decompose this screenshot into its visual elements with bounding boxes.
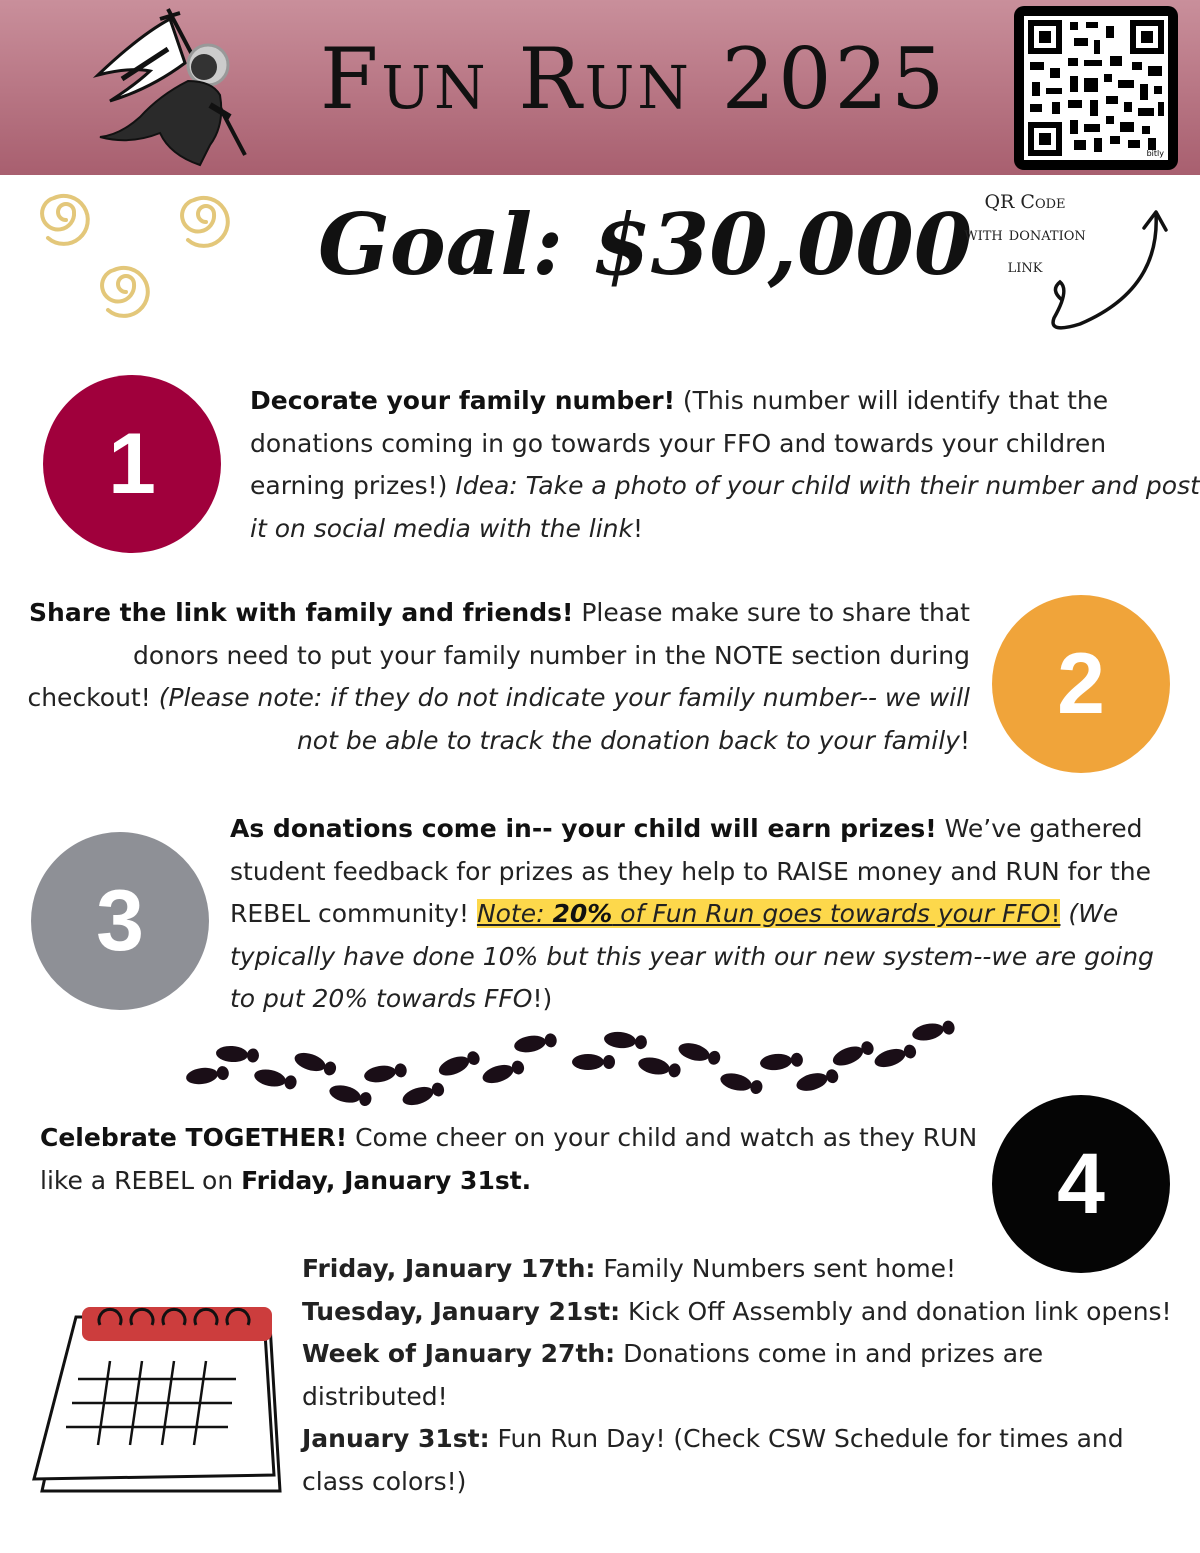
step-2-note: (Please note: if they do not indicate your family number-- we will not be able to track the donation back to your family bbox=[158, 683, 970, 755]
step-3-badge: 3 bbox=[31, 832, 209, 1010]
step-3-note: (We typically have done 10% but this year with our new system--we are going to put 20% towards FFO bbox=[230, 899, 1154, 1013]
header-banner bbox=[0, 0, 1200, 175]
swirl-icon bbox=[30, 180, 230, 340]
hl-post: of Fun Run goes towards your FFO bbox=[612, 899, 1051, 928]
step-4-badge: 4 bbox=[992, 1095, 1170, 1273]
hl-pre: Note: bbox=[476, 899, 553, 928]
hl-bold: 20% bbox=[552, 899, 613, 928]
step-3-heading: As donations come in-- your child will earn prizes! bbox=[230, 814, 937, 843]
ffo-highlight bbox=[477, 899, 1061, 928]
schedule-date: January 31st: bbox=[302, 1424, 490, 1453]
step-3-text bbox=[230, 808, 1185, 1021]
step-1-idea: Idea: Take a photo of your child with their number and post it on social media with the link bbox=[250, 471, 1200, 543]
schedule-item bbox=[302, 1248, 1182, 1291]
step-2-end: ! bbox=[959, 725, 970, 755]
schedule-text: Fun Run Day! (Check CSW Schedule for times and class colors!) bbox=[302, 1424, 1124, 1496]
footprints-icon bbox=[180, 1018, 980, 1113]
schedule-date: Friday, January 17th: bbox=[302, 1254, 596, 1283]
qr-note-line3: link bbox=[1007, 255, 1043, 277]
step-1-end: ! bbox=[633, 513, 644, 543]
schedule-text: Kick Off Assembly and donation link opens! bbox=[620, 1296, 1172, 1326]
schedule-list bbox=[302, 1248, 1182, 1503]
schedule-item bbox=[302, 1418, 1182, 1503]
schedule-date: Week of January 27th: bbox=[302, 1339, 616, 1368]
step-2-body: Please make sure to share that donors need to put your family number in the NOTE section during checkout! bbox=[27, 598, 970, 712]
step-2-text bbox=[10, 592, 970, 762]
calendar-icon bbox=[20, 1295, 285, 1495]
qr-tag: bitly bbox=[1146, 149, 1164, 158]
schedule-item bbox=[302, 1333, 1182, 1418]
step-3-body: We’ve gathered student feedback for prizes as they help to RAISE money and RUN for the REBEL community! bbox=[230, 814, 1151, 928]
step-4-date: Friday, January 31st. bbox=[241, 1165, 532, 1195]
mascot-icon bbox=[80, 5, 255, 173]
step-3-end: !) bbox=[532, 984, 553, 1013]
qr-note-line2: with donation bbox=[964, 223, 1086, 245]
arrow-icon bbox=[1040, 200, 1180, 340]
step-2-badge: 2 bbox=[992, 595, 1170, 773]
hl-end: ! bbox=[1050, 899, 1061, 928]
step-4-text bbox=[40, 1117, 980, 1202]
step-1-heading: Decorate your family number! bbox=[250, 386, 675, 415]
step-4-heading: Celebrate TOGETHER! bbox=[40, 1123, 348, 1152]
goal-heading: Goal: $30,000 bbox=[318, 195, 973, 294]
step-4-body: Come cheer on your child and watch as they RUN like a REBEL on bbox=[40, 1123, 978, 1195]
schedule-text: Family Numbers sent home! bbox=[595, 1254, 957, 1283]
schedule-text: Donations come in and prizes are distributed! bbox=[302, 1339, 1044, 1411]
qr-code-icon[interactable] bbox=[1014, 6, 1178, 170]
step-1-body: (This number will identify that the donations coming in go towards your FFO and towards your children earning prizes!) bbox=[250, 386, 1109, 500]
step-1-text bbox=[250, 380, 1200, 550]
schedule-date: Tuesday, January 21st: bbox=[302, 1296, 621, 1326]
qr-note-line1: QR Code bbox=[984, 191, 1066, 213]
step-2-heading: Share the link with family and friends! bbox=[29, 598, 574, 627]
schedule-item bbox=[302, 1291, 1182, 1334]
step-1-badge: 1 bbox=[43, 375, 221, 553]
page-title: Fun Run 2025 bbox=[320, 30, 948, 128]
